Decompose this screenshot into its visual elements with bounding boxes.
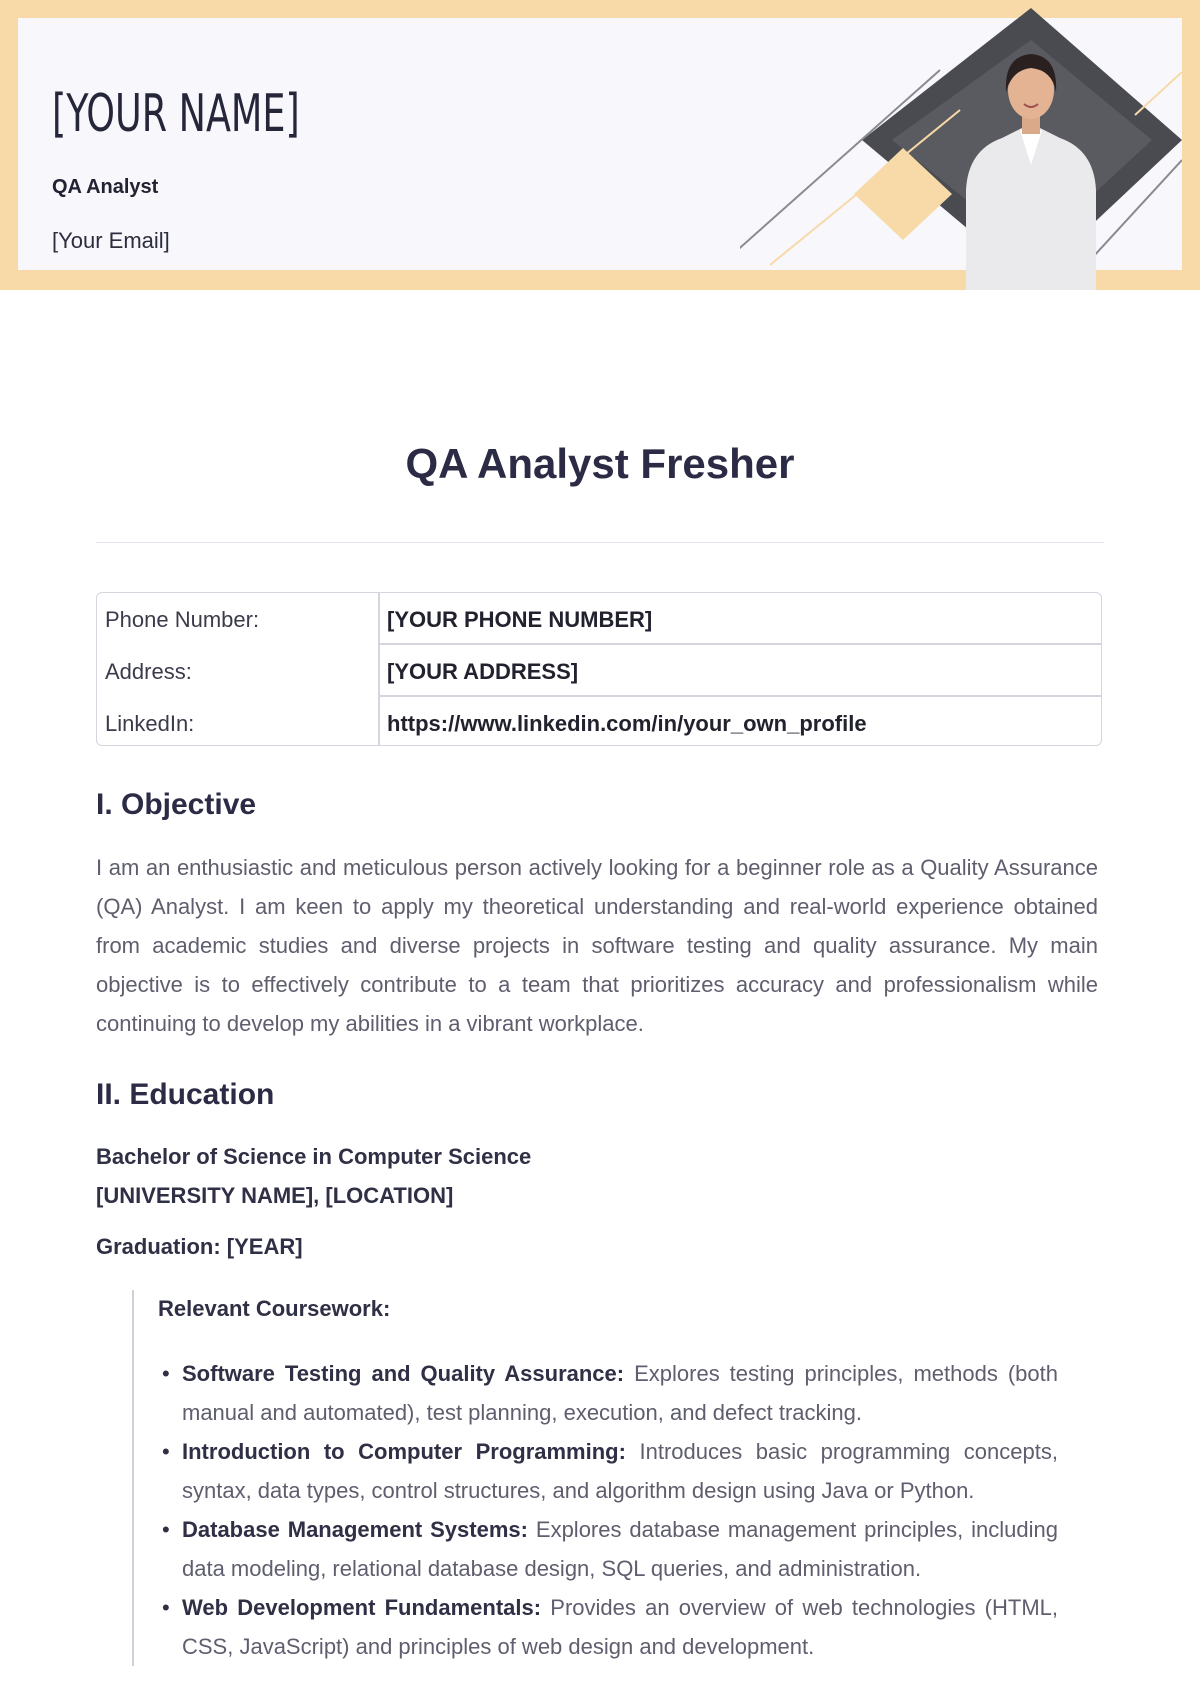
contact-value: [YOUR PHONE NUMBER]	[387, 607, 653, 632]
contact-table	[96, 592, 1102, 746]
course-title: Web Development Fundamentals:	[182, 1595, 542, 1620]
candidate-role: QA Analyst	[52, 176, 159, 198]
contact-label: Phone Number:	[105, 607, 260, 632]
course-description: Provides an overview of web technologies (HTML, CSS, JavaScript) and principles of web design and development.	[182, 1595, 1058, 1659]
header-decoration	[740, 0, 1182, 290]
objective-text: I am an enthusiastic and meticulous person actively looking for a beginner role as a Quality Assurance (QA) Analyst. I am keen to apply my theoretical understanding and real-world experience obtained from academic studies and diverse projects in software testing and quality assurance. My main objective is to effectively contribute to a team that prioritizes accuracy and professionalism while continuing to develop my abilities in a vibrant workplace.	[96, 855, 1098, 1036]
bullet-icon: •	[162, 1361, 170, 1386]
course-title: Database Management Systems:	[182, 1517, 528, 1542]
divider	[96, 542, 1104, 543]
contact-row-address	[97, 645, 1101, 697]
contact-label: LinkedIn:	[105, 711, 195, 736]
education-heading: II. Education	[96, 1078, 275, 1111]
contact-row-phone	[97, 593, 1101, 645]
university: [UNIVERSITY NAME], [LOCATION]	[96, 1183, 454, 1208]
course-description: Explores database management principles, including data modeling, relational database design, SQL queries, and administration.	[182, 1517, 1058, 1581]
bullet-icon: •	[162, 1439, 170, 1464]
coursework-title: Relevant Coursework:	[158, 1296, 391, 1321]
list-item	[158, 1588, 1058, 1666]
graduation: Graduation: [YEAR]	[96, 1234, 303, 1259]
list-item	[158, 1354, 1058, 1432]
course-title: Introduction to Computer Programming:	[182, 1439, 626, 1464]
candidate-email: [Your Email]	[52, 228, 170, 253]
course-description: Explores testing principles, methods (both manual and automated), test planning, execution, and defect tracking.	[182, 1361, 1058, 1425]
contact-label: Address:	[105, 659, 192, 684]
course-title: Software Testing and Quality Assurance:	[182, 1361, 625, 1386]
linkedin-link[interactable]: https://www.linkedin.com/in/your_own_profile	[387, 711, 867, 736]
list-item	[158, 1432, 1058, 1510]
candidate-name: [YOUR NAME]	[52, 84, 300, 144]
coursework-list	[158, 1354, 1058, 1666]
objective-heading: I. Objective	[96, 788, 257, 821]
coursework-block	[132, 1290, 1084, 1666]
contact-row-linkedin	[97, 697, 1101, 746]
document-title: QA Analyst Fresher	[405, 440, 795, 487]
degree: Bachelor of Science in Computer Science	[96, 1144, 532, 1169]
deco-line	[1135, 72, 1182, 115]
list-item	[158, 1510, 1058, 1588]
bullet-icon: •	[162, 1517, 170, 1542]
course-description: Introduces basic programming concepts, syntax, data types, control structures, and algorithm design using Java or Python.	[182, 1439, 1058, 1503]
contact-value: [YOUR ADDRESS]	[387, 659, 579, 684]
bullet-icon: •	[162, 1595, 170, 1620]
